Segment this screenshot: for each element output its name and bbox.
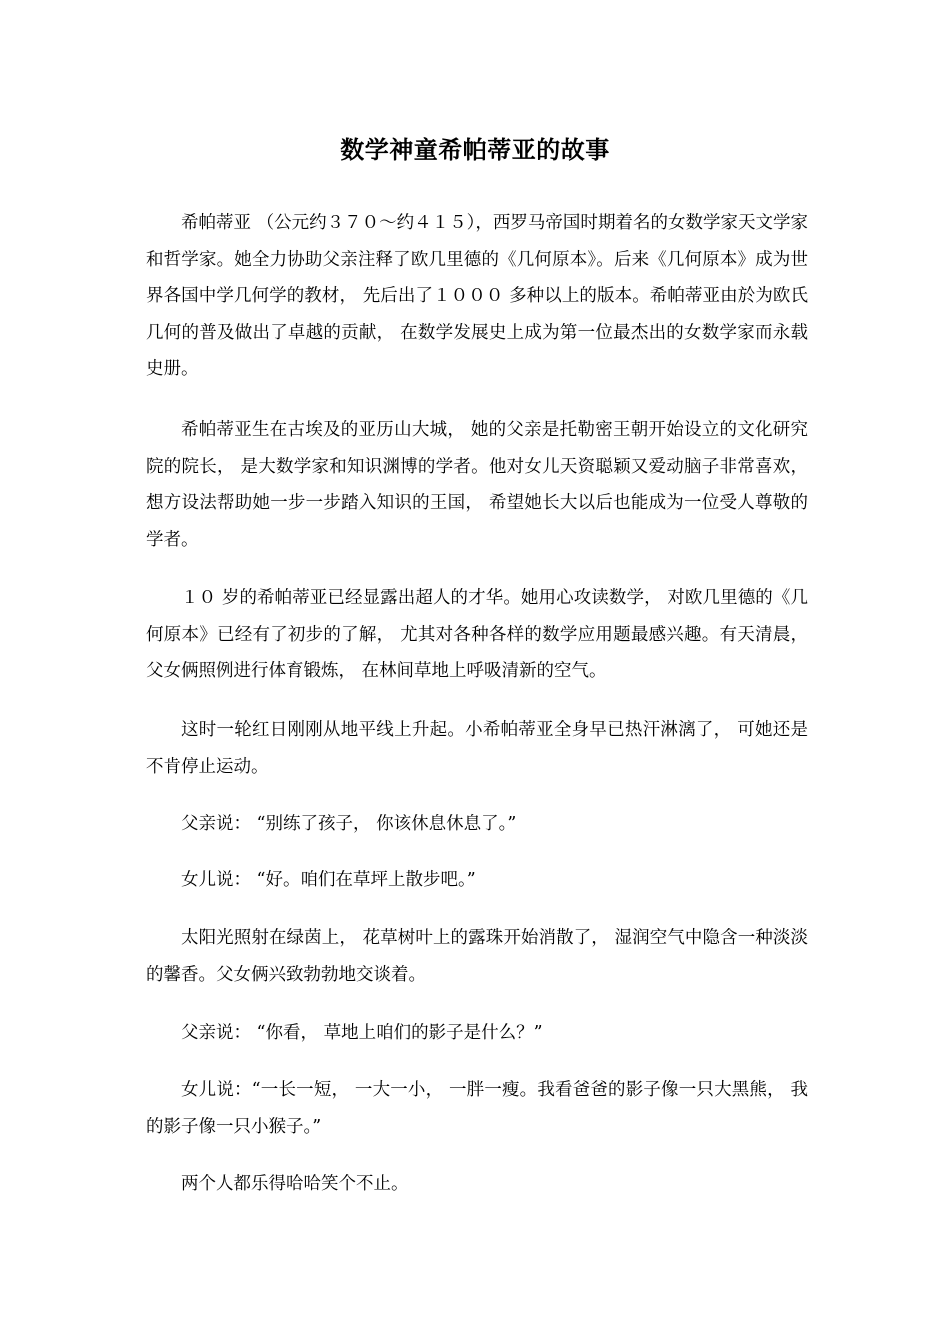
document-title: 数学神童希帕蒂亚的故事 <box>340 136 610 164</box>
paragraph-6: 女儿说： “好。咱们在草坪上散步吧。” <box>181 870 476 890</box>
paragraph-8: 父亲说： “你看， 草地上咱们的影子是什么？” <box>181 1023 543 1043</box>
paragraph-7: 太阳光照射在绿茵上， 花草树叶上的露珠开始消散了， 湿润空气中隐含一种淡淡的馨香。父女俩兴致勃勃地交谈着。 <box>146 928 808 985</box>
paragraph-1: 希帕蒂亚 （公元约３７０～约４１５），西罗马帝国时期着名的女数学家天文学家和哲学家。她全力协助父亲注释了欧几里德的《几何原本》。后来《几何原本》成为世界各国中学几何学的教材， 先后出了１０００ 多种以上的版本。希帕蒂亚由於为欧氏几何的普及做出了卓越的贡献， 在数学发展史上成为第一位最杰出的女数学家而永载史册。 <box>146 213 808 380</box>
paragraph-5: 父亲说： “别练了孩子， 你该休息休息了。” <box>181 814 517 834</box>
paragraph-2: 希帕蒂亚生在古埃及的亚历山大城， 她的父亲是托勒密王朝开始设立的文化研究院的院长， 是大数学家和知识渊博的学者。他对女儿天资聪颖又爱动脑子非常喜欢， 想方设法帮助她一步一步踏入知识的王国， 希望她长大以后也能成为一位受人尊敬的学者。 <box>146 420 808 550</box>
paragraph-3: １０ 岁的希帕蒂亚已经显露出超人的才华。她用心攻读数学， 对欧几里德的《几何原本》已经有了初步的了解， 尤其对各种各样的数学应用题最感兴趣。有天清晨， 父女俩照例进行体育锻炼， 在林间草地上呼吸清新的空气。 <box>146 588 808 682</box>
paragraph-9: 女儿说：“一长一短， 一大一小， 一胖一瘦。我看爸爸的影子像一只大黑熊， 我的影子像一只小猴子。” <box>146 1080 808 1137</box>
paragraph-10: 两个人都乐得哈哈笑个不止。 <box>181 1174 409 1194</box>
paragraph-4: 这时一轮红日刚刚从地平线上升起。小希帕蒂亚全身早已热汗淋漓了， 可她还是不肯停止运动。 <box>146 720 808 777</box>
